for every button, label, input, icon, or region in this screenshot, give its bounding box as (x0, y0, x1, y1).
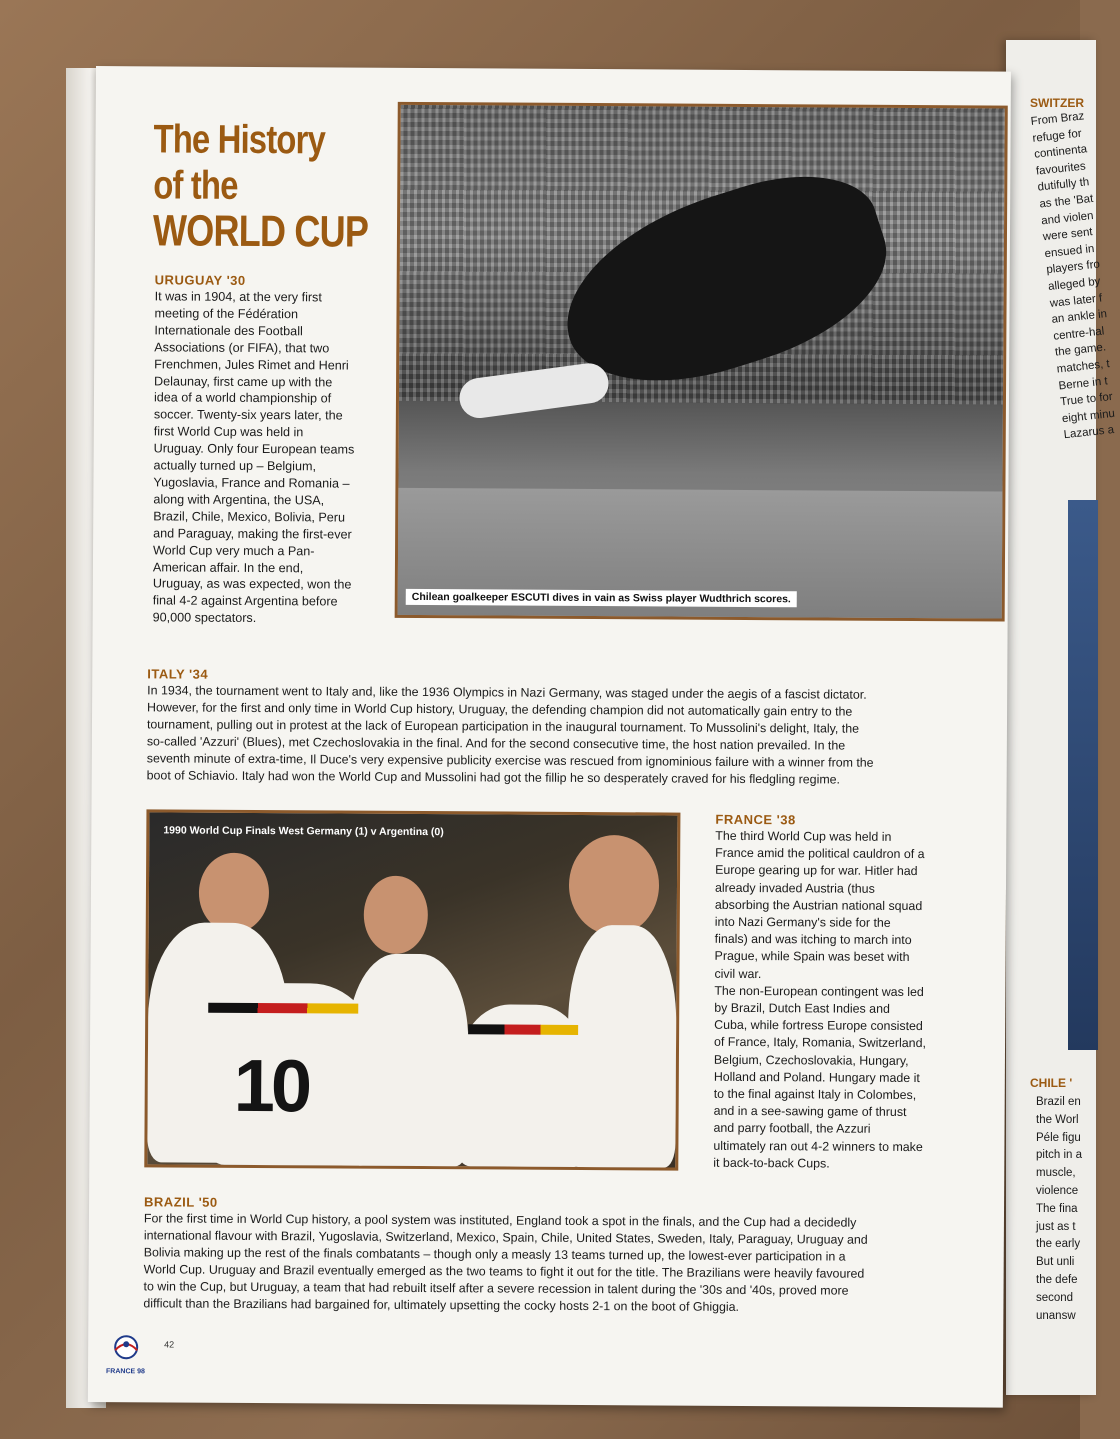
body-text-line: Uruguay. Only four European teams (153, 441, 355, 457)
facing-page-text-line: centre-hal (1052, 325, 1105, 343)
body-text-line: already invaded Austria (thus (714, 880, 875, 896)
body-text-line: into Nazi Germany's side for the (714, 914, 891, 930)
body-text-line: Yugoslavia, France and Romania – (153, 475, 350, 491)
body-text-line: Bolivia making up the rest of the finals combatants – though only a measly 13 teams turned up, the lowest-ever participation in a (143, 1245, 846, 1264)
body-text-line: first World Cup was held in (153, 424, 304, 440)
body-text-line: The non-European contingent was led (714, 983, 924, 999)
body-text-line: Cuba, while fortress Europe consisted (714, 1018, 923, 1034)
facing-page-text-line: But unli (1036, 1256, 1075, 1269)
photo-shirt (347, 954, 468, 1167)
facing-page-text-line: the game. (1054, 341, 1107, 359)
section-body-france (713, 828, 965, 1174)
facing-page-text-line: unansw (1036, 1309, 1076, 1322)
facing-page-text-line: muscle, (1036, 1167, 1076, 1180)
section-body-italy (147, 682, 978, 789)
facing-page-text-line: as the 'Bat (1038, 192, 1094, 211)
body-text-line: It was in 1904, at the very first (154, 289, 322, 305)
photo-player-head (199, 853, 269, 933)
photo-shirt-stripe (208, 1003, 358, 1014)
facing-page-text-line: eight minu (1061, 407, 1116, 425)
body-text-line: international flavour with Brazil, Yugoslavia, Switzerland, Mexico, Spain, Chile, United States, Sweden, Italy, Paraguay, Uruguay and (143, 1228, 868, 1247)
section-title-uruguay: URUGUAY '30 (154, 272, 246, 288)
body-text-line: and in a see-sawing game of thrust (713, 1104, 907, 1120)
body-text-line: The third World Cup was held in (715, 828, 892, 844)
facing-page-text-line: dutifully th (1037, 176, 1090, 194)
facing-page-text-line: violence (1036, 1184, 1079, 1197)
footer-logo-text: FRANCE 98 (106, 1368, 145, 1376)
facing-page-text-line: The fina (1036, 1202, 1078, 1215)
facing-page-text-line: were sent (1042, 226, 1094, 244)
photo-player-head (569, 835, 660, 936)
body-text-line: Uruguay, as was expected, won the (152, 576, 352, 592)
headline-line-1: The History (153, 117, 326, 163)
body-text-line: Delaunay, first came up with the (154, 373, 333, 389)
facing-page-text-line: players fro (1045, 258, 1101, 277)
photo-shirt-stripe (468, 1024, 578, 1035)
body-text-line: along with Argentina, the USA, (153, 492, 325, 508)
body-text-line: Europe gearing up for war. Hitler had (715, 863, 918, 879)
body-text-line: finals) and was itching to march into (714, 932, 912, 948)
body-text-line: France amid the political cauldron of a (715, 846, 925, 862)
body-text-line: of France, Italy, Romania, Switzerland, (714, 1035, 926, 1051)
page-headline (153, 116, 369, 255)
headline-line-2: of the (153, 163, 238, 208)
facing-page-text-line: was later f (1049, 292, 1103, 310)
facing-page-text-line: From Braz (1030, 110, 1085, 128)
facing-page-chile-text (1036, 1094, 1082, 1325)
facing-page-text-line: True to for (1059, 391, 1114, 409)
body-text-line: and parry football, the Azzuri (713, 1121, 871, 1137)
body-text-line: Brazil, Chile, Mexico, Bolivia, Peru (153, 509, 346, 525)
facing-page-text-line: Lazarus a (1063, 424, 1115, 442)
body-text-line: seventh minute of extra-time, Il Duce's very expensive publicity exercise was rescued from ignominious failure with a winner from the (146, 750, 874, 770)
body-text-line: Prague, while Spain was beset with (714, 949, 910, 965)
facing-page-text-line: matches, t (1056, 357, 1111, 376)
body-text-line: tournament, pulling out in protest at the lack of European participation in the inaugural tournament. To Mussolini's delight, Italy, the (146, 717, 860, 736)
photo-goalkeeper-dive (395, 102, 1008, 622)
magazine-page (88, 66, 1011, 1408)
photo-caption-goalkeeper: Chilean goalkeeper ESCUTI dives in vain as Swiss player Wudthrich scores. (406, 589, 797, 607)
facing-page-text-line: Brazil en (1036, 1096, 1081, 1108)
facing-page-text-line: just as t (1036, 1220, 1076, 1233)
section-title-france: FRANCE '38 (715, 811, 796, 828)
body-text-line: idea of a world championship of (153, 390, 332, 406)
facing-page-text-line: favourites (1035, 160, 1087, 178)
facing-page-switzerland-text (1030, 108, 1120, 444)
body-text-line: meeting of the Fédération (154, 306, 299, 322)
facing-page-text-line: refuge for (1031, 127, 1083, 145)
body-text-line: For the first time in World Cup history, a pool system was instituted, England took a spot in the finals, and the Cup had a decidedly (143, 1211, 857, 1230)
section-body-uruguay (153, 288, 387, 628)
facing-page-text-line: and violen (1040, 209, 1095, 227)
body-text-line: Associations (or FIFA), that two (154, 340, 330, 356)
section-title-brazil: BRAZIL '50 (144, 1194, 218, 1210)
body-text-line: by Brazil, Dutch East Indies and (714, 1000, 890, 1016)
body-text-line: to the final against Italy in Colombes, (713, 1086, 917, 1103)
section-title-italy: ITALY '34 (147, 666, 209, 682)
facing-page-title-switzerland: SWITZER (1030, 96, 1084, 110)
facing-page-text-line: second (1036, 1291, 1074, 1304)
body-text-line: to win the Cup, but Uruguay, a team that had rebuilt itself after a severe recession in talent during the '30s and '40s, proved more (143, 1278, 849, 1298)
body-text-line: American affair. In the end, (152, 559, 304, 575)
body-text-line: World Cup very much a Pan- (153, 542, 315, 558)
facing-page (1006, 40, 1116, 1395)
body-text-line: 90,000 spectators. (152, 610, 257, 626)
body-text-line: World Cup. Uruguay and Brazil eventually emerged as the two teams to fight it out for the title. The Brazilians were heavily favoured (143, 1262, 865, 1281)
photo-shirt (567, 925, 676, 1168)
facing-page-title-chile: CHILE ' (1030, 1076, 1073, 1090)
section-body-brazil (143, 1210, 974, 1317)
france-98-logo-icon (106, 1334, 146, 1366)
headline-line-3: WORLD CUP (152, 206, 369, 257)
facing-page-text-line: the defe (1036, 1273, 1078, 1286)
body-text-line: absorbing the Austrian national squad (714, 897, 923, 913)
photo-caption-final: 1990 World Cup Finals West Germany (1) v Argentina (0) (163, 824, 444, 839)
body-text-line: final 4-2 against Argentina before (152, 593, 338, 609)
body-text-line: Internationale des Football (154, 323, 303, 339)
facing-page-text-line: ensued in (1044, 242, 1095, 260)
body-text-line: Frenchmen, Jules Rimet and Henri (154, 356, 349, 373)
facing-page-text-line: pitch in a (1036, 1149, 1083, 1162)
body-text-line: Holland and Poland. Hungary made it (713, 1069, 920, 1085)
facing-page-text-line: the early (1036, 1238, 1081, 1251)
body-text-line: In 1934, the tournament went to Italy and, like the 1936 Olympics in Nazi Germany, was staged under the aegis of a fascist dictator. (147, 683, 867, 702)
body-text-line: it back-to-back Cups. (713, 1155, 830, 1171)
facing-page-text-line: Péle figu (1036, 1131, 1081, 1144)
body-text-line: so-called 'Azzuri' (Blues), met Czechoslovakia in the final. And for the second consecutive time, the host nation prevailed. In the (146, 734, 846, 753)
photo-shirt-number: 10 (233, 1043, 309, 1128)
body-text-line: civil war. (714, 966, 762, 981)
facing-page-text-line: alleged by (1047, 275, 1101, 293)
facing-page-text-line: an ankle in (1051, 308, 1108, 326)
photo-1990-final-celebration (144, 809, 680, 1170)
body-text-line: ultimately ran out 4-2 winners to make (713, 1138, 923, 1154)
facing-page-text-line: the Worl (1036, 1113, 1079, 1126)
body-text-line: difficult than the Brazilians had bargained for, ultimately upsetting the cocky hosts 2-1 on the boot of Ghiggia. (143, 1295, 740, 1314)
body-text-line: boot of Schiavio. Italy had won the World Cup and Mussolini had got the fillip he so desperately craved for his fledgling regime. (146, 767, 841, 787)
body-text-line: and Paraguay, making the first-ever (153, 526, 352, 542)
facing-page-text-line: continenta (1033, 143, 1088, 161)
photo-player-head (364, 876, 428, 954)
body-text-line: However, for the first and only time in World Cup history, Uruguay, the defending champion did not automatically gain entry to the (147, 700, 853, 719)
body-text-line: Belgium, Czechoslovakia, Hungary, (713, 1052, 909, 1068)
facing-page-photo (1068, 500, 1098, 1050)
facing-page-text-line: Berne in t (1057, 374, 1109, 392)
page-number: 42 (164, 1339, 175, 1350)
body-text-line: soccer. Twenty-six years later, the (153, 407, 343, 423)
body-text-line: actually turned up – Belgium, (153, 458, 317, 474)
